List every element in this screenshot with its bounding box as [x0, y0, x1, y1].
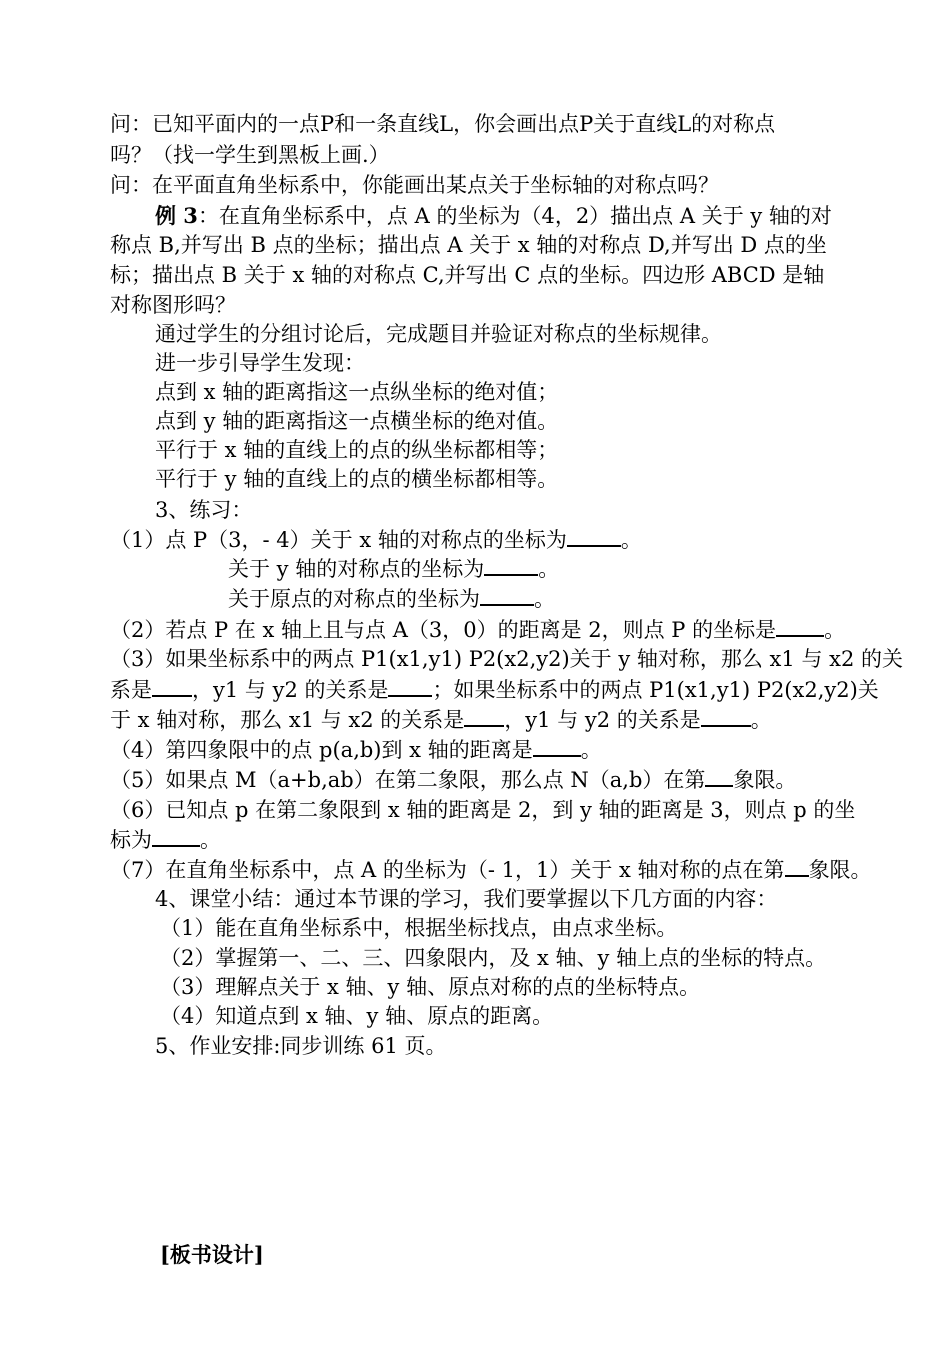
- text: 。: [750, 708, 772, 732]
- text: 5、作业安排:同步训练 61 页。: [155, 1034, 447, 1058]
- practice-5: [110, 765, 796, 795]
- homework-line: [155, 1032, 447, 1061]
- text: 平行于 x 轴的直线上的点的纵坐标都相等；: [155, 438, 559, 462]
- text: 平行于 y 轴的直线上的点的横坐标都相等。: [155, 467, 559, 491]
- text: 象限。: [808, 858, 872, 882]
- text: 。: [200, 828, 221, 852]
- text: 。: [824, 618, 846, 642]
- text: （5）如果点 M（a+b,ab）在第二象限，那么点 N（a,b）在第: [110, 768, 706, 792]
- text: 。: [580, 738, 602, 762]
- answer-blank: [785, 855, 809, 877]
- practice-6-line-2: [110, 825, 221, 855]
- text: 3、练习：: [155, 498, 253, 522]
- summary-item-2: [160, 944, 826, 973]
- practice-1-line-2: [228, 554, 559, 584]
- summary-item-4: [160, 1002, 553, 1031]
- rule-line-2: [155, 407, 558, 436]
- rule-line-4: [155, 465, 558, 494]
- text: ；如果坐标系中的两点 P1(x1,y1) P2(x2,y2)关: [432, 678, 879, 702]
- rule-line-3: [155, 436, 558, 465]
- example-3-line-3: [110, 261, 824, 290]
- text: 。: [620, 528, 642, 552]
- question-line-1: [110, 110, 775, 139]
- practice-3-line-3: [110, 705, 772, 735]
- example-3-line-2: [110, 231, 827, 260]
- rule-line-1: [155, 378, 558, 407]
- text: 点到 x 轴的距离指这一点纵坐标的绝对值；: [155, 380, 559, 404]
- answer-blank: [705, 765, 733, 787]
- text: ：在直角坐标系中，点 A 的坐标为（4，2）描出点 A 关于 y 轴的对: [197, 204, 832, 228]
- answer-blank: [776, 615, 824, 637]
- practice-1-line-3: [228, 584, 555, 614]
- practice-1-line-1: [110, 525, 642, 555]
- answer-blank: [533, 735, 581, 757]
- text: 4、课堂小结：通过本节课的学习，我们要掌握以下几方面的内容：: [155, 887, 778, 911]
- example-3-line-4: [110, 291, 236, 320]
- answer-blank: [701, 705, 751, 727]
- text: ，y1 与 y2 的关系是: [192, 678, 389, 702]
- text: 称点 B,并写出 B 点的坐标；描出点 A 关于 x 轴的对称点 D,并写出 D 点的坐: [110, 233, 827, 257]
- example-3-line-1: [155, 201, 832, 231]
- text: 问：在平面直角坐标系中，你能画出某点关于坐标轴的对称点吗？: [110, 173, 719, 197]
- text: （7）在直角坐标系中，点 A 的坐标为（- 1，1）关于 x 轴对称的点在第: [110, 858, 785, 882]
- practice-4: [110, 735, 602, 765]
- question-line-2: [110, 141, 390, 170]
- text: （4）第四象限中的点 p(a,b)到 x 轴的距离是: [110, 738, 533, 762]
- practice-2: [110, 615, 845, 645]
- text: 。: [534, 587, 555, 611]
- answer-blank: [388, 675, 432, 697]
- text: 。: [538, 557, 560, 581]
- text: 进一步引导学生发现：: [155, 351, 365, 375]
- text: （1）能在直角坐标系中，根据坐标找点，由点求坐标。: [160, 916, 678, 940]
- summary-item-1: [160, 914, 677, 943]
- text: （2）若点 P 在 x 轴上且与点 A（3，0）的距离是 2，则点 P 的坐标是: [110, 618, 777, 642]
- text: （4）知道点到 x 轴、y 轴、原点的距离。: [160, 1004, 554, 1028]
- answer-blank: [484, 554, 538, 576]
- answer-blank: [480, 584, 534, 606]
- text: 点到 y 轴的距离指这一点横坐标的绝对值。: [155, 409, 559, 433]
- answer-blank: [464, 705, 504, 727]
- practice-7: [110, 855, 872, 885]
- text: [板书设计]: [160, 1242, 264, 1267]
- discussion-line: [155, 320, 722, 349]
- summary-heading: [155, 885, 777, 914]
- answer-blank: [152, 675, 192, 697]
- text: 于 x 轴对称，那么 x1 与 x2 的关系是: [110, 708, 465, 732]
- summary-item-3: [160, 973, 700, 1002]
- text: 问：已知平面内的一点P和一条直线L，你会画出点P关于直线L的对称点: [110, 112, 776, 136]
- text: 关于原点的对称点的坐标为: [228, 587, 480, 611]
- text: 象限。: [733, 768, 797, 792]
- text: 标为: [110, 828, 152, 852]
- text: （2）掌握第一、二、三、四象限内，及 x 轴、y 轴上点的坐标的特点。: [160, 946, 827, 970]
- text: 通过学生的分组讨论后，完成题目并验证对称点的坐标规律。: [155, 322, 722, 346]
- example-label: 例 3: [155, 203, 198, 228]
- text: 关于 y 轴的对称点的坐标为: [228, 557, 485, 581]
- text: （3）如果坐标系中的两点 P1(x1,y1) P2(x2,y2)关于 y 轴对称，那么 x1 与 x2 的关: [110, 647, 903, 671]
- question-line-3: [110, 171, 719, 200]
- practice-6-line-1: [110, 796, 855, 825]
- text: 系是: [110, 678, 152, 702]
- text: （1）点 P（3，- 4）关于 x 轴的对称点的坐标为: [110, 528, 567, 552]
- text: 吗？（找一学生到黑板上画.）: [110, 143, 390, 167]
- practice-3-line-1: [110, 645, 903, 674]
- text: 标；描出点 B 关于 x 轴的对称点 C,并写出 C 点的坐标。四边形 ABCD 是轴: [110, 263, 825, 287]
- guide-line: [155, 349, 365, 378]
- text: （6）已知点 p 在第二象限到 x 轴的距离是 2，到 y 轴的距离是 3，则点 p 的坐: [110, 798, 856, 822]
- answer-blank: [567, 525, 621, 547]
- answer-blank: [152, 825, 200, 847]
- text: （3）理解点关于 x 轴、y 轴、原点对称的点的坐标特点。: [160, 975, 701, 999]
- text: 对称图形吗？: [110, 293, 236, 317]
- board-design-heading: [160, 1240, 264, 1269]
- practice-heading: [155, 496, 252, 525]
- practice-3-line-2: [110, 675, 879, 705]
- text: ，y1 与 y2 的关系是: [504, 708, 701, 732]
